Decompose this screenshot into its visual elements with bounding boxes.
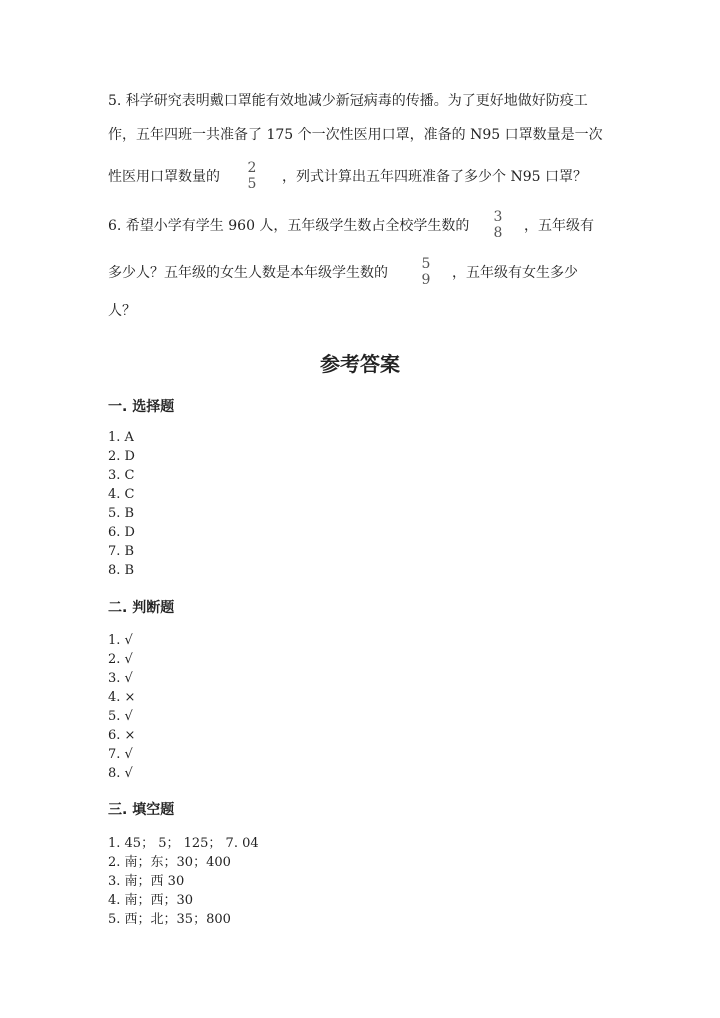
answers-fill-blank xyxy=(108,834,259,929)
q5-line-3a: 性医用口罩数量的 xyxy=(108,169,220,185)
q5-line-3b: ，列式计算出五年四班准备了多少个 N95 口罩？ xyxy=(282,169,587,185)
answer-item: 6. D xyxy=(108,525,135,540)
answer-item: 5. √ xyxy=(108,709,133,724)
q6-line-1b: ，五年级有 xyxy=(524,218,594,234)
answer-item: 1. √ xyxy=(108,633,133,648)
answer-item: 6. × xyxy=(108,728,136,743)
answer-item: 3. C xyxy=(108,468,135,483)
answer-item: 8. √ xyxy=(108,766,133,781)
answer-item: 4. × xyxy=(108,690,136,705)
answer-item: 3. 南；西 30 xyxy=(108,874,185,889)
answers-choice xyxy=(108,428,135,580)
fraction-numerator: 3 xyxy=(493,209,503,225)
answer-item: 2. D xyxy=(108,449,135,464)
fraction-denominator: 5 xyxy=(247,176,257,192)
answer-item: 4. C xyxy=(108,487,135,502)
q6-line-2b: ，五年级有女生多少 xyxy=(452,265,578,281)
fraction-numerator: 2 xyxy=(247,160,257,176)
fraction-denominator: 9 xyxy=(421,272,431,288)
q6-fraction-2 xyxy=(416,256,436,288)
q5-fraction xyxy=(242,160,262,192)
section-heading-fill-blank: 三. 填空题 xyxy=(108,802,175,818)
answer-item: 7. √ xyxy=(108,747,133,762)
answer-item: 5. 西；北；35；800 xyxy=(108,912,231,927)
answer-item: 1. 45； 5； 125； 7. 04 xyxy=(108,836,259,851)
q6-line-1a: 6. 希望小学有学生 960 人，五年级学生数占全校学生数的 xyxy=(108,218,470,234)
answer-item: 8. B xyxy=(108,563,135,578)
answer-item: 2. √ xyxy=(108,652,133,667)
answer-key-title: 参考答案 xyxy=(320,352,400,376)
answers-judgement xyxy=(108,631,135,783)
q6-fraction-1 xyxy=(488,209,508,241)
answer-item: 2. 南；东；30；400 xyxy=(108,855,231,870)
fraction-numerator: 5 xyxy=(421,256,431,272)
answer-item: 7. B xyxy=(108,544,135,559)
q6-line-2a: 多少人？五年级的女生人数是本年级学生数的 xyxy=(108,265,388,281)
answer-item: 1. A xyxy=(108,430,134,445)
section-heading-choice: 一. 选择题 xyxy=(108,399,175,415)
answer-item: 3. √ xyxy=(108,671,133,686)
answer-item: 5. B xyxy=(108,506,135,521)
fraction-denominator: 8 xyxy=(493,225,503,241)
section-heading-judgement: 二. 判断题 xyxy=(108,600,175,616)
answer-item: 4. 南；西；30 xyxy=(108,893,194,908)
q5-line-2: 作，五年四班一共准备了 175 个一次性医用口罩，准备的 N95 口罩数量是一次 xyxy=(108,127,603,143)
q6-line-3: 人？ xyxy=(108,303,136,319)
q5-line-1: 5. 科学研究表明戴口罩能有效地减少新冠病毒的传播。为了更好地做好防疫工 xyxy=(108,93,588,109)
